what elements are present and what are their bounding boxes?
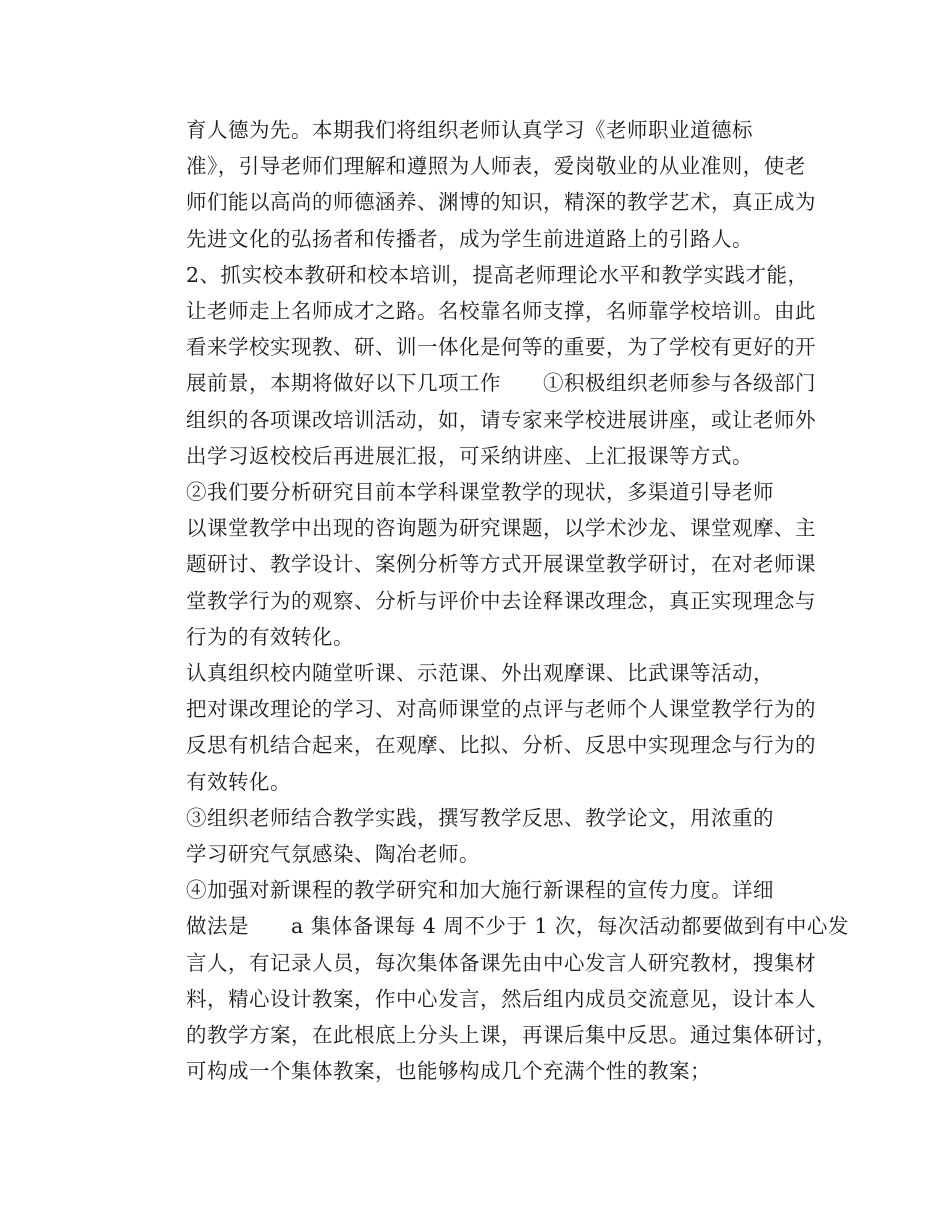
text-line: 让老师走上名师成才之路。名校靠名师支撑，名师靠学校培训。由此 <box>186 299 816 324</box>
text-line: 反思有机结合起来，在观摩、比拟、分析、反思中实现理念与行为的 <box>186 733 816 758</box>
text-line: 把对课改理论的学习、对高师课堂的点评与老师个人课堂教学行为的 <box>186 697 816 722</box>
text-line: 学习研究气氛感染、陶冶老师。 <box>186 842 480 867</box>
paragraph-school-training <box>143 257 823 474</box>
text-line: 2、抓实校本教研和校本培训，提高老师理论水平和教学实践才能， <box>186 262 809 287</box>
text-line: 的教学方案，在此根底上分头上课，再课后集中反思。通过集体研讨， <box>186 1023 837 1048</box>
paragraph-new-curriculum <box>143 872 849 1089</box>
text-line: ③组织老师结合教学实践，撰写教学反思、教学论文，用浓重的 <box>186 805 774 830</box>
text-line: 堂教学行为的观察、分析与评价中去诠释课改理念，真正实现理念与 <box>186 588 816 613</box>
paragraph-moral-education <box>143 112 823 257</box>
document-body <box>143 112 849 1089</box>
text-line: 言人，有记录人员，每次集体备课先由中心发言人研究教材，搜集材 <box>186 950 816 975</box>
text-line: 准》，引导老师们理解和遵照为人师表，爱岗敬业的从业准则，使老 <box>186 154 806 179</box>
text-line: 师们能以高尚的师德涵养、渊博的知识，精深的教学艺术，真正成为 <box>186 190 816 215</box>
text-line: 有效转化。 <box>186 769 291 794</box>
text-line: 出学习返校校后再进展汇报，可采纳讲座、上汇报课等方式。 <box>186 443 753 468</box>
text-line: 以课堂教学中出现的咨询题为研究课题，以学术沙龙、课堂观摩、主 <box>186 516 816 541</box>
text-line: 育人德为先。本期我们将组织老师认真学习《老师职业道德标 <box>186 118 753 142</box>
text-line: 料，精心设计教案，作中心发言，然后组内成员交流意见，设计本人 <box>186 986 816 1011</box>
paragraph-classroom-research <box>143 474 823 655</box>
text-line: 题研讨、教学设计、案例分析等方式开展课堂教学研讨，在对老师课 <box>186 552 816 577</box>
text-line: 看来学校实现教、研、训一体化是何等的重要，为了学校有更好的开 <box>186 335 816 360</box>
text-line: 做法是 a 集体备课每 4 周不少于 1 次，每次活动都要做到有中心发 <box>186 914 849 939</box>
text-line: 可构成一个集体教案，也能够构成几个充满个性的教案； <box>186 1059 711 1084</box>
text-line: 展前景，本期将做好以下几项工作 ①积极组织老师参与各级部门 <box>186 371 816 396</box>
text-line: 组织的各项课改培训活动，如，请专家来学校进展讲座，或让老师外 <box>186 407 816 432</box>
text-line: 认真组织校内随堂听课、示范课、外出观摩课、比武课等活动， <box>186 661 774 686</box>
text-line: 行为的有效转化。 <box>186 624 354 649</box>
text-line: ④加强对新课程的教学研究和加大施行新课程的宣传力度。详细 <box>186 878 774 903</box>
text-line: ②我们要分析研究目前本学科课堂教学的现状，多渠道引导老师 <box>186 480 774 505</box>
paragraph-teaching-reflection <box>143 800 823 872</box>
paragraph-lesson-observation <box>143 655 823 800</box>
text-line: 先进文化的弘扬者和传播者，成为学生前进道路上的引路人。 <box>186 226 753 251</box>
